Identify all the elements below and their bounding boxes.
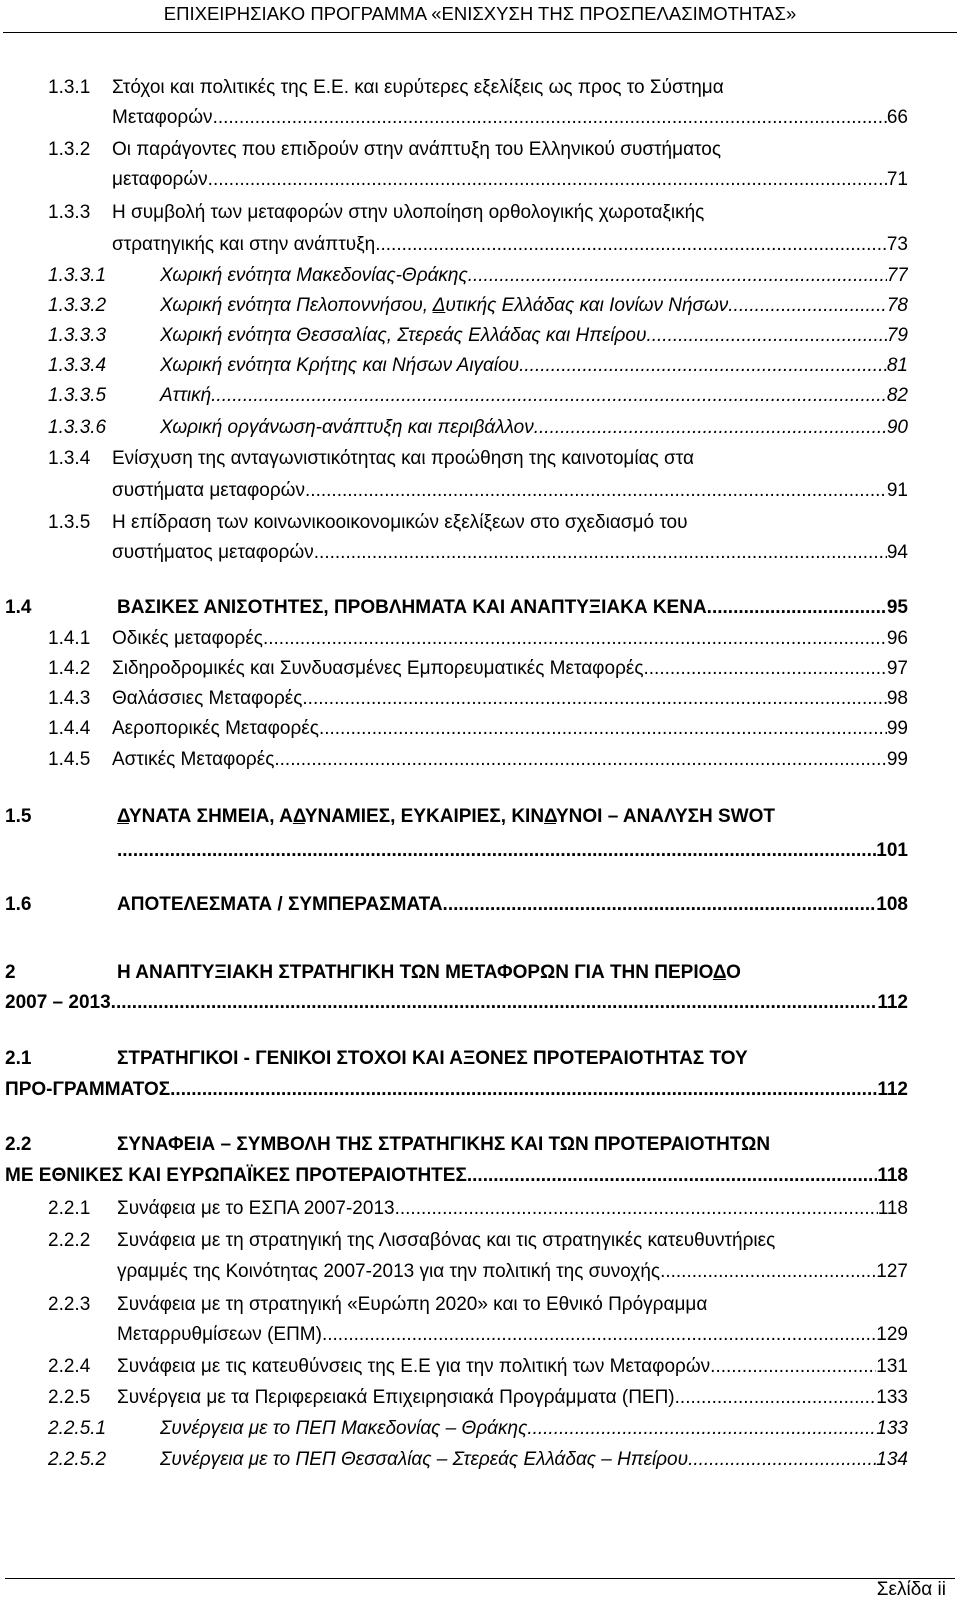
toc-title: στρατηγικής και στην ανάπτυξη xyxy=(112,234,376,255)
toc-number: 1.5 xyxy=(5,806,32,827)
toc-entry-2-2-cont[interactable] xyxy=(5,1163,908,1189)
toc-title: ΜΕ ΕΘΝΙΚΕΣ ΚΑΙ ΕΥΡΩΠΑΪΚΕΣ ΠΡΟΤΕΡΑΙΟΤΗΤΕΣ xyxy=(5,1165,467,1186)
toc-entry-2-2-2-cont[interactable] xyxy=(117,1259,908,1285)
toc-number: 1.3.3.6 xyxy=(48,417,107,438)
toc-title: Αττική xyxy=(160,385,212,406)
toc-number: 1.3.4 xyxy=(48,448,91,469)
toc-title: Αστικές Μεταφορές xyxy=(112,749,275,770)
toc-entry-2-1[interactable] xyxy=(5,1046,930,1072)
toc-title: Ενίσχυση της ανταγωνιστικότητας και προώθηση της καινοτομίας στα xyxy=(112,448,694,469)
dot-leader xyxy=(375,232,887,258)
toc-entry-1-3-3-3[interactable] xyxy=(48,323,908,349)
dot-leader xyxy=(660,1259,876,1285)
toc-number: 1.4 xyxy=(5,597,32,618)
running-header: ΕΠΙΧΕΙΡΗΣΙΑΚΟ ΠΡΟΓΡΑΜΜΑ «ΕΝΙΣΧΥΣΗ ΤΗΣ ΠΡΟΣΠΕΛΑΣΙΜΟΤΗΤΑΣ» xyxy=(163,3,797,24)
dot-leader xyxy=(728,293,887,319)
toc-entry-1-3-5[interactable] xyxy=(48,510,928,536)
toc-entry-2-2[interactable] xyxy=(5,1132,930,1158)
toc-entry-1-3-4[interactable] xyxy=(48,446,928,472)
toc-page: 98 xyxy=(886,688,908,709)
toc-number: 2.2.5 xyxy=(48,1387,91,1408)
toc-entry-2-2-2[interactable] xyxy=(48,1228,928,1254)
dot-leader xyxy=(707,595,887,621)
toc-title: ΔΥΝΑΤΑ ΣΗΜΕΙΑ, ΑΔΥΝΑΜΙΕΣ, ΕΥΚΑΙΡΙΕΣ, ΚΙΝΔΥΝΟΙ – ΑΝΑΛΥΣΗ SWOT xyxy=(117,806,776,827)
toc-entry-1-4-2[interactable] xyxy=(48,656,908,682)
toc-number: 1.3.1 xyxy=(48,77,91,98)
toc-title: Συνάφεια με το ΕΣΠΑ 2007-2013 xyxy=(117,1198,395,1219)
toc-number: 1.3.3 xyxy=(48,202,91,223)
dot-leader xyxy=(302,686,886,712)
toc-entry-2-2-3-cont[interactable] xyxy=(117,1322,908,1348)
dot-leader xyxy=(527,1416,876,1442)
toc-title: 2007 – 2013 xyxy=(5,992,111,1013)
toc-number: 1.3.5 xyxy=(48,512,91,533)
toc-number: 1.3.3.1 xyxy=(48,265,107,286)
dot-leader xyxy=(519,353,887,379)
toc-title: Συνάφεια με τη στρατηγική «Ευρώπη 2020» και το Εθνικό Πρόγραμμα xyxy=(117,1294,708,1315)
toc-number: 2.2.4 xyxy=(48,1356,91,1377)
toc-entry-1-4-1[interactable] xyxy=(48,626,908,652)
toc-title: Στόχοι και πολιτικές της Ε.Ε. και ευρύτερες εξελίξεις ως προς το Σύστημα xyxy=(112,77,724,98)
toc-title: Χωρική ενότητα Θεσσαλίας, Στερεάς Ελλάδας και Ηπείρου xyxy=(160,325,647,346)
dot-leader xyxy=(688,1447,876,1473)
toc-page: 81 xyxy=(886,355,908,376)
dot-leader xyxy=(468,263,887,289)
toc-title: Η ΑΝΑΠΤΥΞΙΑΚΗ ΣΤΡΑΤΗΓΙΚΗ ΤΩΝ ΜΕΤΑΦΟΡΩΝ ΓΙΑ ΤΗΝ ΠΕΡΙΟΔΟ xyxy=(117,962,741,983)
toc-title: ΠΡΟ-ΓΡΑΜΜΑΤΟΣ xyxy=(5,1079,171,1100)
toc-number: 1.3.3.3 xyxy=(48,325,107,346)
toc-entry-1-4-3[interactable] xyxy=(48,686,908,712)
toc-page: 97 xyxy=(886,658,908,679)
toc-number: 2.2.1 xyxy=(48,1198,91,1219)
toc-title: Συνέργεια με τα Περιφερειακά Επιχειρησιακά Προγράμματα (ΠΕΠ) xyxy=(117,1387,675,1408)
toc-title: ΒΑΣΙΚΕΣ ΑΝΙΣΟΤΗΤΕΣ, ΠΡΟΒΛΗΜΑΤΑ ΚΑΙ ΑΝΑΠΤΥΞΙΑΚΑ ΚΕΝΑ xyxy=(117,597,707,618)
toc-title: Συνάφεια με τις κατευθύνσεις της Ε.Ε για την πολιτική των Μεταφορών xyxy=(117,1356,711,1377)
toc-entry-1-6[interactable] xyxy=(5,892,908,918)
toc-title: Θαλάσσιες Μεταφορές xyxy=(112,688,303,709)
toc-entry-2-cont[interactable] xyxy=(5,990,908,1016)
dot-leader xyxy=(646,323,886,349)
toc-page: 99 xyxy=(886,718,908,739)
toc-page: 131 xyxy=(876,1356,908,1377)
dot-leader xyxy=(675,1385,877,1411)
dot-leader xyxy=(117,838,876,864)
toc-title: Η συμβολή των μεταφορών στην υλοποίηση ορθολογικής χωροταξικής xyxy=(112,202,705,223)
toc-entry-1-3-4-cont[interactable] xyxy=(112,478,908,504)
toc-page: 96 xyxy=(886,628,908,649)
toc-page: 66 xyxy=(886,107,908,128)
toc-title: ΣΤΡΑΤΗΓΙΚΟΙ - ΓΕΝΙΚΟΙ ΣΤΟΧΟΙ ΚΑΙ ΑΞΟΝΕΣ ΠΡΟΤΕΡΑΙΟΤΗΤΑΣ ΤΟΥ xyxy=(117,1048,748,1069)
toc-entry-1-3-3-4[interactable] xyxy=(48,353,908,379)
toc-entry-1-3-1[interactable] xyxy=(48,75,928,101)
toc-page: 94 xyxy=(886,542,908,563)
toc-title: ΣΥΝΑΦΕΙΑ – ΣΥΜΒΟΛΗ ΤΗΣ ΣΤΡΑΤΗΓΙΚΗΣ ΚΑΙ ΤΩΝ ΠΡΟΤΕΡΑΙΟΤΗΤΩΝ xyxy=(117,1134,771,1155)
toc-title: Μεταρρυθμίσεων (ΕΠΜ) xyxy=(117,1324,322,1345)
toc-title: Οι παράγοντες που επιδρούν στην ανάπτυξη του Ελληνικού συστήματος xyxy=(112,139,722,160)
toc-entry-2-1-cont[interactable] xyxy=(5,1077,908,1103)
toc-title: Μεταφορών xyxy=(112,107,213,128)
toc-entry-1-3-3-2[interactable] xyxy=(48,293,908,319)
dot-leader xyxy=(314,540,887,566)
toc-number: 1.3.3.5 xyxy=(48,385,107,406)
dot-leader xyxy=(274,747,886,773)
toc-page: 78 xyxy=(886,295,908,316)
toc-number: 1.3.3.4 xyxy=(48,355,107,376)
toc-page: 99 xyxy=(886,749,908,770)
toc-page: 118 xyxy=(877,1198,908,1219)
toc-entry-2-2-5[interactable] xyxy=(48,1385,908,1411)
toc-number: 1.4.2 xyxy=(48,658,91,679)
dot-leader xyxy=(213,105,887,131)
toc-title: Συνάφεια με τη στρατηγική της Λισσαβόνας και τις στρατηγικές κατευθυντήριες xyxy=(117,1230,776,1251)
dot-leader xyxy=(170,1077,877,1103)
toc-entry-1-3-3[interactable] xyxy=(48,200,928,226)
toc-page: 112 xyxy=(877,992,908,1013)
toc-page: 91 xyxy=(886,480,908,501)
toc-page: 73 xyxy=(886,234,908,255)
dot-leader xyxy=(208,167,887,193)
toc-number: 2.2.5.1 xyxy=(48,1418,107,1439)
toc-title: Συνέργεια με το ΠΕΠ Θεσσαλίας – Στερεάς Ελλάδας – Ηπείρου xyxy=(160,1449,689,1470)
footer-divider xyxy=(5,1578,955,1579)
toc-entry-1-3-3-5[interactable] xyxy=(48,383,908,409)
toc-title: συστήματα μεταφορών xyxy=(112,480,306,501)
toc-entry-1-3-3-1[interactable] xyxy=(48,263,908,289)
toc-entry-2-2-5-1[interactable] xyxy=(48,1416,908,1442)
toc-page: 95 xyxy=(886,597,908,618)
toc-entry-1-5[interactable] xyxy=(5,804,930,830)
toc-entry-2-2-1[interactable] xyxy=(48,1196,908,1222)
toc-number: 1.4.4 xyxy=(48,718,91,739)
toc-page: 112 xyxy=(877,1079,908,1100)
toc-title: ΑΠΟΤΕΛΕΣΜΑΤΑ / ΣΥΜΠΕΡΑΣΜΑΤΑ xyxy=(117,894,443,915)
toc-number: 1.6 xyxy=(5,894,32,915)
toc-page: 71 xyxy=(886,169,908,190)
dot-leader xyxy=(319,716,887,742)
dot-leader xyxy=(443,892,877,918)
toc-page: 82 xyxy=(886,385,908,406)
toc-title: Αεροπορικές Μεταφορές xyxy=(112,718,319,739)
toc-number: 1.4.3 xyxy=(48,688,91,709)
toc-page: 118 xyxy=(877,1165,908,1186)
toc-page: 127 xyxy=(876,1261,908,1282)
toc-entry-1-4-5[interactable] xyxy=(48,747,908,773)
toc-number: 2.2.2 xyxy=(48,1230,91,1251)
toc-entry-1-4[interactable] xyxy=(5,595,908,621)
toc-entry-2[interactable] xyxy=(5,960,930,986)
dot-leader xyxy=(710,1354,876,1380)
dot-leader xyxy=(467,1163,877,1189)
toc-entry-1-3-2-cont[interactable] xyxy=(112,167,908,193)
toc-entry-2-2-5-2[interactable] xyxy=(48,1447,908,1473)
toc-number: 2.2 xyxy=(5,1134,32,1155)
toc-entry-1-3-5-cont[interactable] xyxy=(112,540,908,566)
dot-leader xyxy=(395,1196,878,1222)
toc-title: Συνέργεια με το ΠΕΠ Μακεδονίας – Θράκης xyxy=(160,1418,528,1439)
toc-entry-1-3-1-cont[interactable] xyxy=(112,105,908,131)
toc-page: 133 xyxy=(876,1387,908,1408)
toc-title: Χωρική ενότητα Μακεδονίας-Θράκης xyxy=(160,265,468,286)
toc-page: 129 xyxy=(876,1324,908,1345)
toc-page: 79 xyxy=(886,325,908,346)
toc-number: 2 xyxy=(5,962,16,983)
toc-number: 1.3.3.2 xyxy=(48,295,107,316)
toc-title: Χωρική ενότητα Πελοποννήσου, Δυτικής Ελλάδας και Ιονίων Νήσων xyxy=(160,295,729,316)
toc-title: γραμμές της Κοινότητας 2007-2013 για την πολιτική της συνοχής xyxy=(117,1261,661,1282)
dot-leader xyxy=(211,383,887,409)
dot-leader xyxy=(305,478,887,504)
toc-number: 2.2.3 xyxy=(48,1294,91,1315)
toc-page: 77 xyxy=(886,265,908,286)
toc-entry-1-3-2[interactable] xyxy=(48,137,928,163)
toc-entry-1-3-3-cont[interactable] xyxy=(112,232,908,258)
toc-number: 1.3.2 xyxy=(48,139,91,160)
dot-leader xyxy=(111,990,878,1016)
dot-leader xyxy=(322,1322,876,1348)
toc-page: 108 xyxy=(876,894,908,915)
toc-title: Χωρική οργάνωση-ανάπτυξη και περιβάλλον xyxy=(160,417,534,438)
toc-title: Σιδηροδρομικές και Συνδυασμένες Εμπορευματικές Μεταφορές xyxy=(112,658,644,679)
toc-number: 2.1 xyxy=(5,1048,32,1069)
toc-entry-1-4-4[interactable] xyxy=(48,716,908,742)
page-number-footer: Σελίδα ii xyxy=(876,1579,946,1600)
toc-title: Οδικές μεταφορές xyxy=(112,628,263,649)
toc-entry-1-5-cont[interactable] xyxy=(117,838,908,864)
toc-title: μεταφορών xyxy=(112,169,208,190)
dot-leader xyxy=(263,626,887,652)
toc-number: 2.2.5.2 xyxy=(48,1449,107,1470)
toc-number: 1.4.1 xyxy=(48,628,91,649)
toc-title: Η επίδραση των κοινωνικοοικονομικών εξελίξεων στο σχεδιασμό του xyxy=(112,512,688,533)
dot-leader xyxy=(534,415,887,441)
dot-leader xyxy=(644,656,887,682)
toc-entry-1-3-3-6[interactable] xyxy=(48,415,908,441)
toc-page: 90 xyxy=(886,417,908,438)
toc-page: 134 xyxy=(876,1449,908,1470)
toc-page: 101 xyxy=(876,840,908,861)
toc-page: 133 xyxy=(876,1418,908,1439)
toc-entry-2-2-3[interactable] xyxy=(48,1292,928,1318)
toc-number: 1.4.5 xyxy=(48,749,91,770)
toc-title: συστήματος μεταφορών xyxy=(112,542,314,563)
toc-entry-2-2-4[interactable] xyxy=(48,1354,908,1380)
toc-title: Χωρική ενότητα Κρήτης και Νήσων Αιγαίου xyxy=(160,355,520,376)
